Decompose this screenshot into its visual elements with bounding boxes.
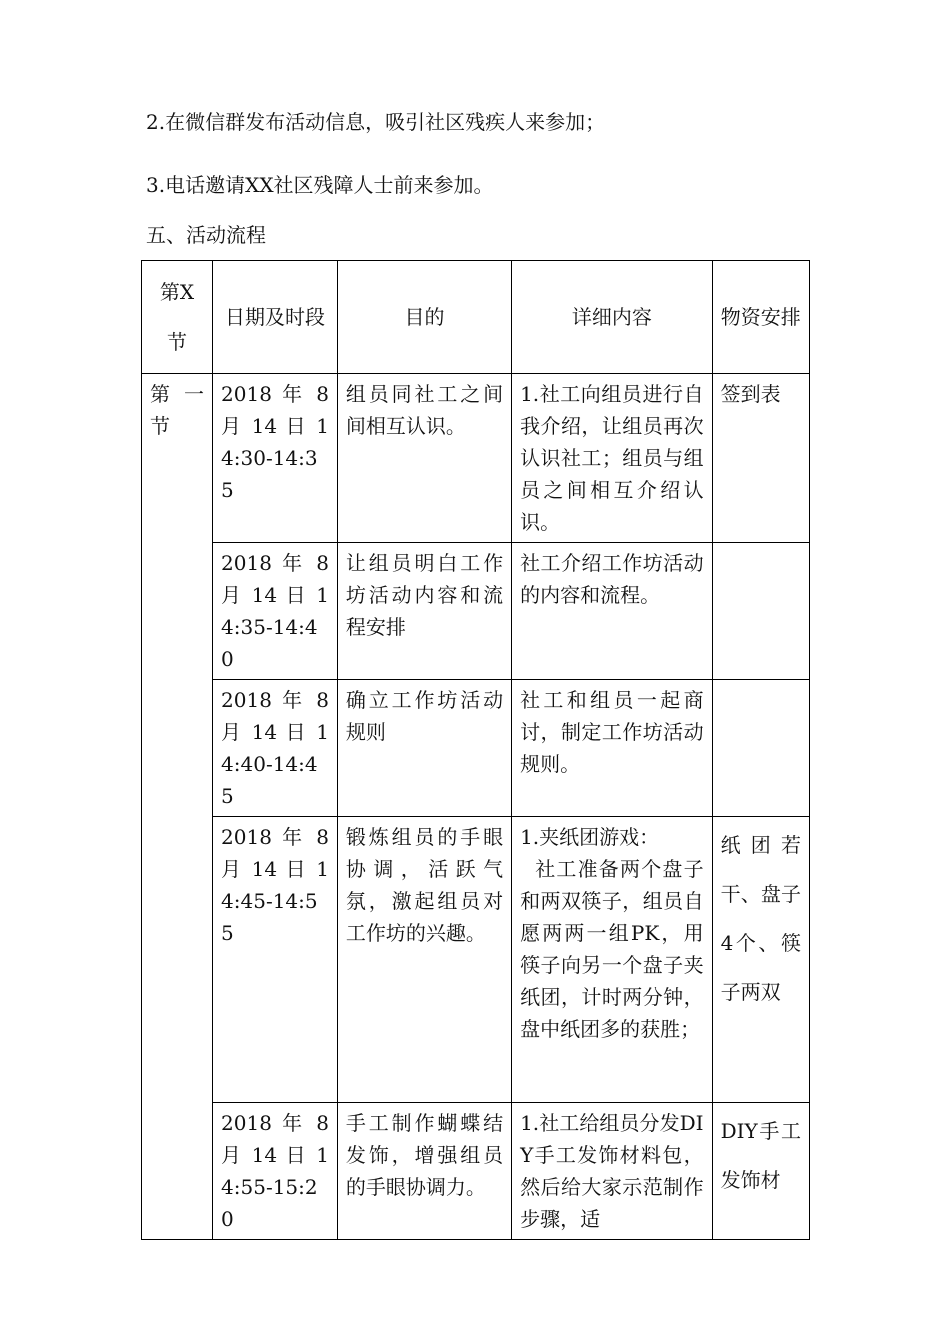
time-cell: 2018 年 8 月 14 日 14:30-14:35	[213, 374, 338, 543]
table-row	[142, 680, 810, 817]
materials-cell: 纸团若干、盘子4个、筷子两双	[712, 817, 809, 1103]
purpose-cell: 锻炼组员的手眼协调，活跃气氛，激起组员对工作坊的兴趣。	[337, 817, 511, 1103]
materials-cell	[712, 680, 809, 817]
section-heading: 五、活动流程	[146, 223, 266, 247]
header-detail: 详细内容	[512, 261, 713, 374]
table-row	[142, 817, 810, 1103]
table-header-row	[142, 261, 810, 374]
header-time: 日期及时段	[213, 261, 338, 374]
intro-line-2: 2.在微信群发布活动信息，吸引社区残疾人来参加；	[146, 110, 606, 134]
detail-cell: 社工介绍工作坊活动的内容和流程。	[512, 543, 713, 680]
time-cell: 2018 年 8 月 14 日 14:40-14:45	[213, 680, 338, 817]
table-row	[142, 1103, 810, 1240]
purpose-cell: 手工制作蝴蝶结发饰，增强组员的手眼协调力。	[337, 1103, 511, 1240]
time-cell: 2018 年 8 月 14 日 14:45-14:55	[213, 817, 338, 1103]
intro-line-3: 3.电话邀请XX社区残障人士前来参加。	[146, 173, 494, 197]
materials-cell	[712, 543, 809, 680]
header-materials: 物资安排	[712, 261, 809, 374]
detail-cell: 1.夹纸团游戏： 社工准备两个盘子和两双筷子，组员自愿两两一组PK，用筷子向另一个盘子夹纸团，计时两分钟， 盘中纸团多的获胜；	[512, 817, 713, 1103]
header-session: 第X节	[142, 261, 213, 374]
materials-cell: 签到表	[712, 374, 809, 543]
detail-cell: 1.社工给组员分发DIY手工发饰材料包，然后给大家示范制作步骤，适	[512, 1103, 713, 1240]
header-purpose: 目的	[337, 261, 511, 374]
purpose-cell: 组员同社工之间间相互认识。	[337, 374, 511, 543]
time-cell: 2018 年 8 月 14 日 14:35-14:40	[213, 543, 338, 680]
purpose-cell: 确立工作坊活动规则	[337, 680, 511, 817]
time-cell: 2018 年 8 月 14 日 14:55-15:20	[213, 1103, 338, 1240]
table-row	[142, 543, 810, 680]
table-row	[142, 374, 810, 543]
materials-cell: DIY手工发饰材	[712, 1103, 809, 1240]
detail-cell: 社工和组员一起商讨，制定工作坊活动规则。	[512, 680, 713, 817]
purpose-cell: 让组员明白工作坊活动内容和流程安排	[337, 543, 511, 680]
activity-schedule-table	[141, 260, 810, 1240]
detail-cell: 1.社工向组员进行自我介绍，让组员再次认识社工；组员与组员之间相互介绍认识。	[512, 374, 713, 543]
session-cell: 第 一 节	[142, 374, 213, 1240]
